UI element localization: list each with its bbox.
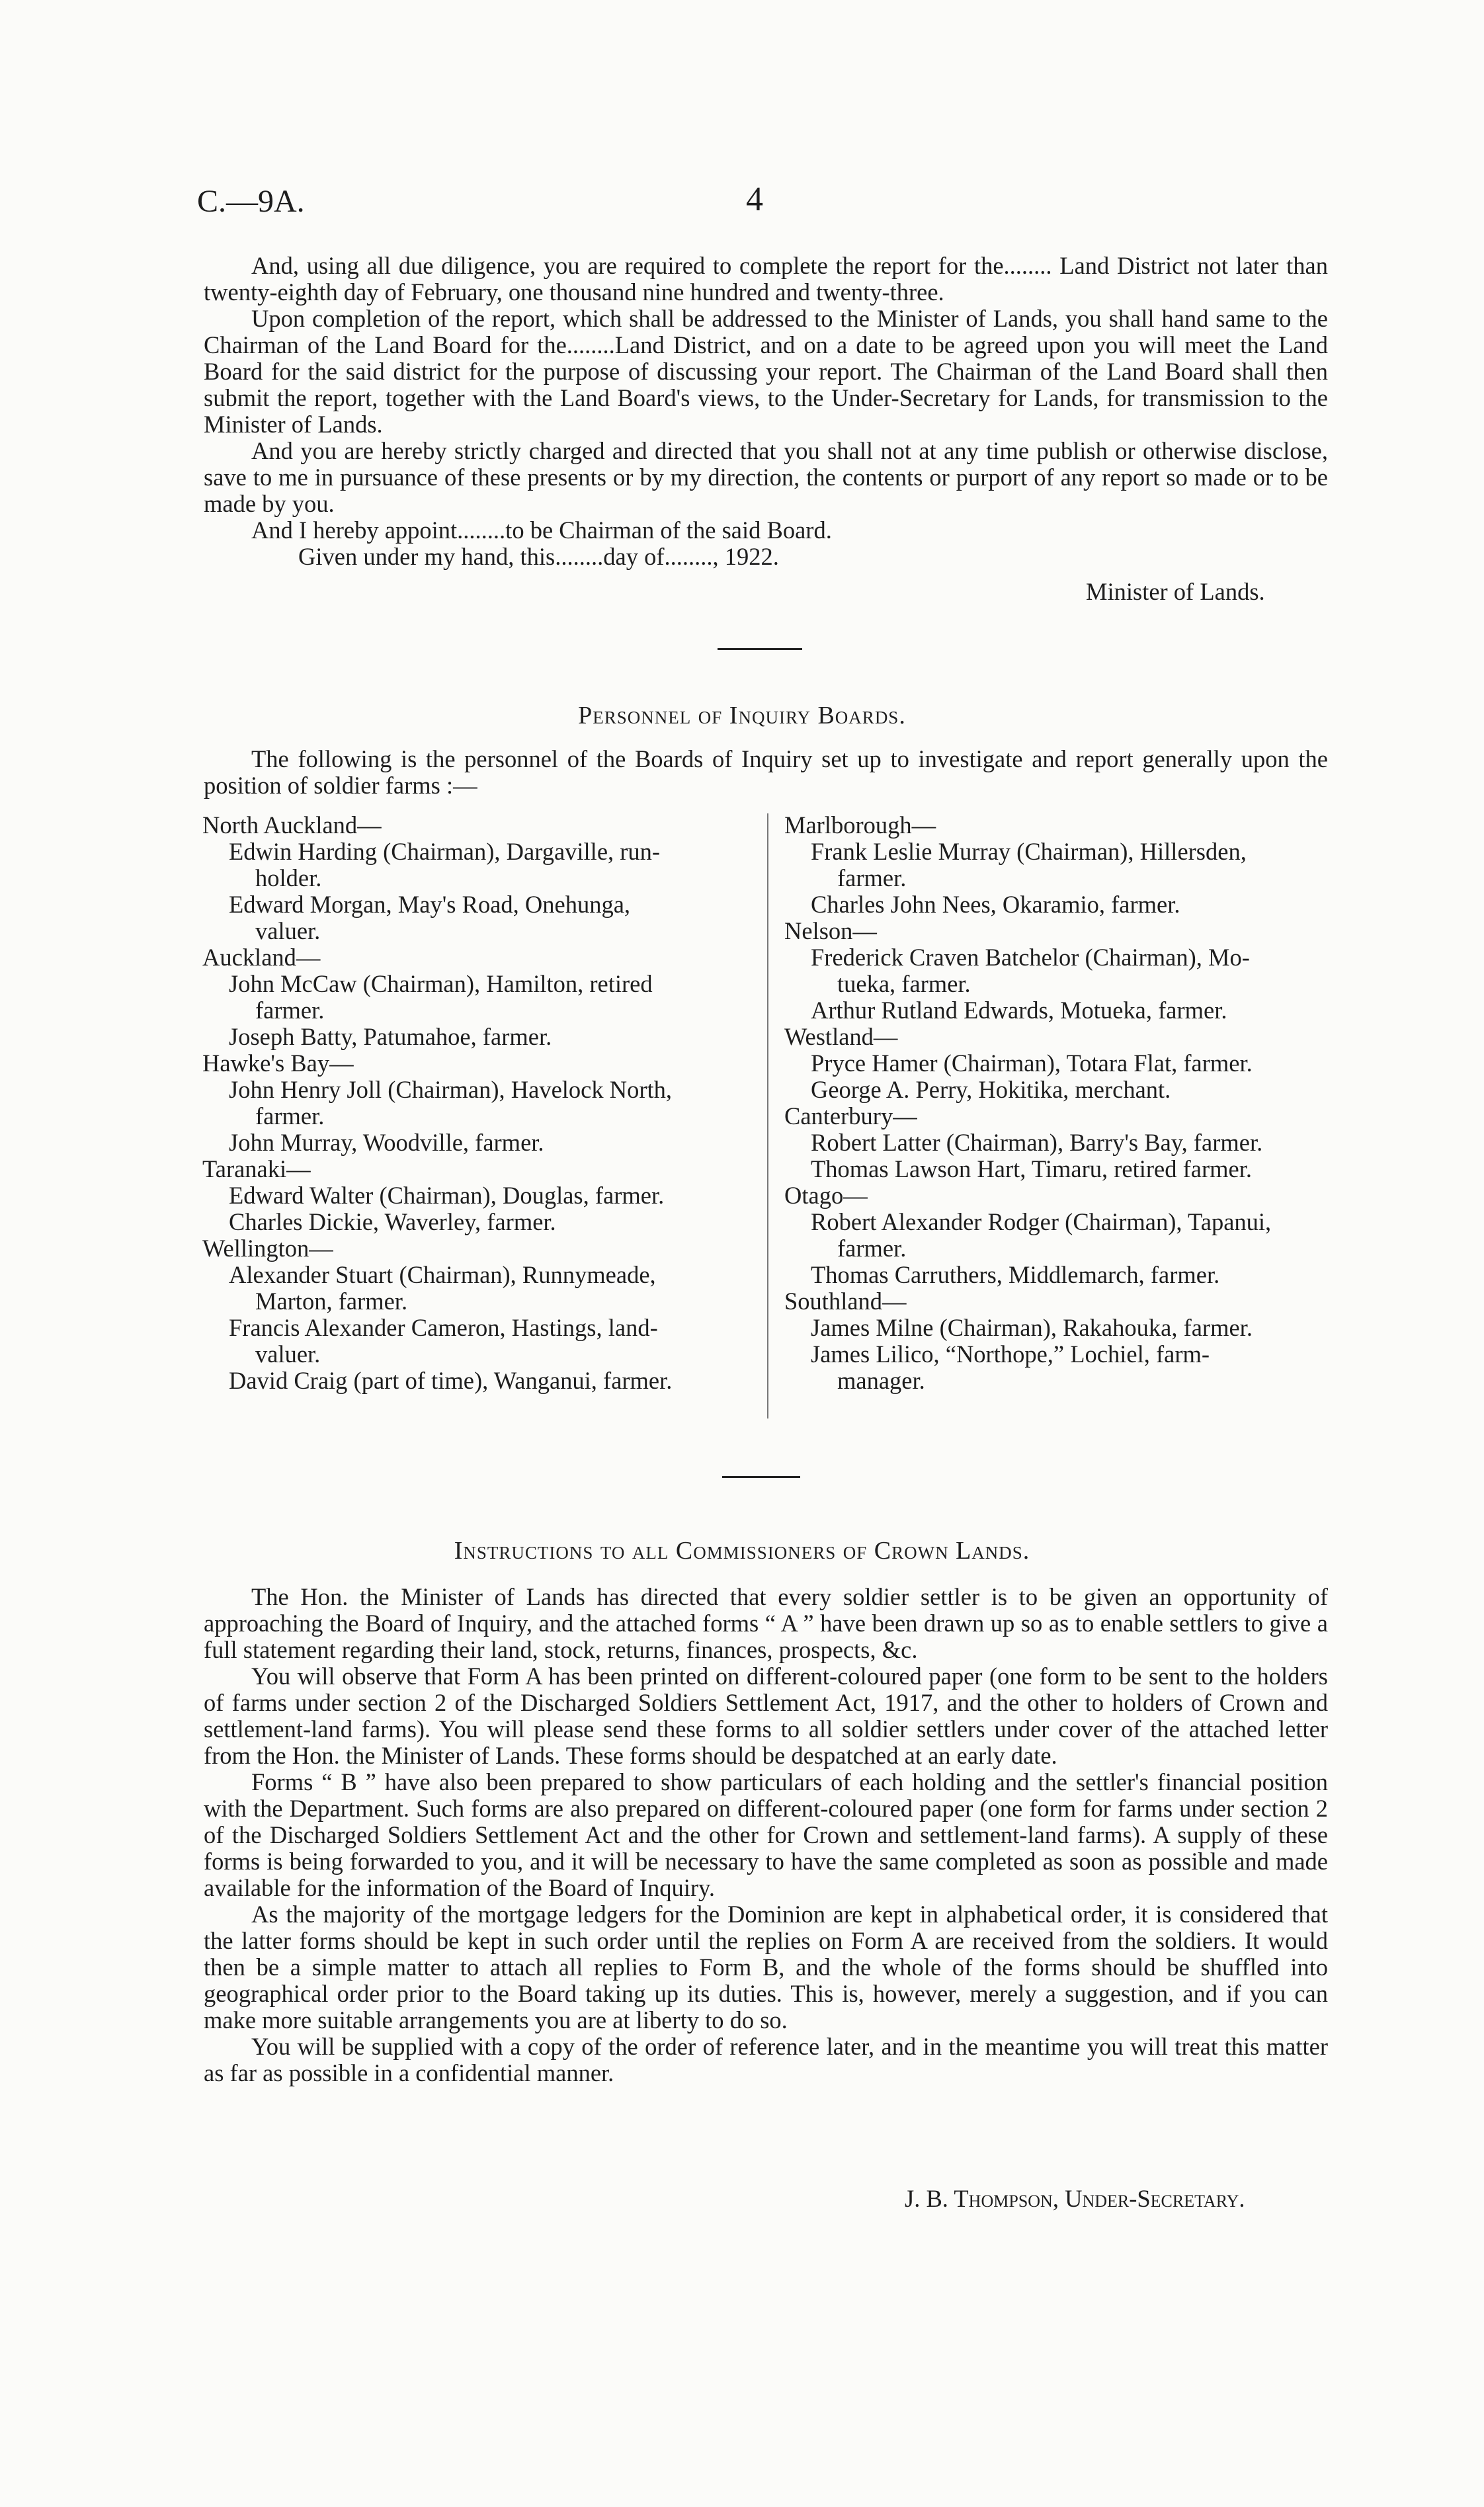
member-line-cont: valuer. (255, 917, 321, 944)
member-entry (202, 1209, 758, 1235)
region-label: Marlborough— (784, 811, 936, 839)
member-entry (202, 1262, 758, 1315)
region-label: Canterbury— (784, 1102, 917, 1130)
paragraph: Upon completion of the report, which shall be addressed to the Minister of Lands, you shall hand same to the Chairman of the Land Board for the........Land District, and on a date to be agreed upon you will meet the Land Board for the said district for the purpose of discussing your report. The Chairman of the Land Board shall then submit the report, together with the Land Board's views, to the Under-Secretary for Lands, for transmission to the Minister of Lands. (204, 305, 1328, 438)
member-line: Edwin Harding (Chairman), Dargaville, run- (229, 838, 661, 865)
member-line-cont: farmer. (255, 997, 325, 1024)
instructions-heading (0, 1536, 1484, 1565)
member-line: Edward Morgan, May's Road, Onehunga, (229, 891, 631, 918)
paragraph: Forms “ B ” have also been prepared to show particulars of each holding and the settler's financial position with the Department. Such forms are also prepared on different-coloured paper (one form for farms under section 2 of the Discharged Soldiers Settlement Act and the other for Crown and settlement-land farms). A supply of these forms is being forwarded to you, and it will be necessary to have the same completed as soon as possible and made available for the information of the Board of Inquiry. (204, 1768, 1328, 1901)
paragraph: You will observe that Form A has been printed on different-coloured paper (one form to be sent to the holders of farms under section 2 of the Discharged Soldiers Settlement Act, 1917, and the other to holders of Crown and settlement-land farms). You will please send these forms to all soldier settlers under cover of the attached letter from the Hon. the Minister of Lands. These forms should be despatched at an early date. (204, 1663, 1328, 1769)
member-entry (202, 891, 758, 944)
paragraph: And you are hereby strictly charged and directed that you shall not at any time publish or otherwise disclose, save to me in pursuance of these presents or by my direction, the contents or purport of any report so made or to be made by you. (204, 437, 1328, 517)
member-line: Joseph Batty, Patumahoe, farmer. (229, 1023, 552, 1050)
document-reference: C.—9A. (197, 184, 305, 219)
member-line-cont: Marton, farmer. (255, 1288, 408, 1315)
personnel-right-column (784, 812, 1346, 1394)
member-line: Francis Alexander Cameron, Hastings, land- (229, 1314, 658, 1341)
member-entry (784, 1315, 1346, 1341)
member-line: John Henry Joll (Chairman), Havelock North, (229, 1076, 673, 1103)
member-entry (202, 1368, 758, 1394)
member-line: John McCaw (Chairman), Hamilton, retired (229, 970, 653, 997)
under-secretary-signature: J. B. Thompson, Under-Secretary. (905, 2185, 1245, 2212)
member-line: James Milne (Chairman), Rakahouka, farmer. (811, 1314, 1253, 1341)
member-line: Thomas Carruthers, Middlemarch, farmer. (811, 1261, 1220, 1288)
member-entry (784, 944, 1346, 997)
member-line: Charles John Nees, Okaramio, farmer. (811, 891, 1180, 918)
member-line-cont: farmer. (837, 864, 907, 891)
appoint-line: And I hereby appoint........to be Chairman of the said Board. (251, 516, 832, 544)
paragraph: You will be supplied with a copy of the order of reference later, and in the meantime you will treat this matter as far as possible in a confidential manner. (204, 2033, 1328, 2086)
member-line: Arthur Rutland Edwards, Motueka, farmer. (811, 997, 1227, 1024)
region-label: Otago— (784, 1182, 868, 1209)
personnel-heading-text: Personnel of Inquiry Boards. (578, 702, 906, 729)
member-entry (784, 997, 1346, 1024)
member-entry (202, 839, 758, 891)
member-entry (202, 971, 758, 1024)
region-label: Taranaki— (202, 1155, 311, 1182)
member-entry (202, 1024, 758, 1050)
member-entry (784, 1050, 1346, 1077)
member-line: Alexander Stuart (Chairman), Runnymeade, (229, 1261, 656, 1288)
region-label: Nelson— (784, 917, 877, 944)
member-line: John Murray, Woodville, farmer. (229, 1129, 544, 1156)
page-number: 4 (746, 181, 763, 218)
personnel-heading (0, 701, 1484, 730)
column-divider (767, 813, 768, 1418)
section-rule (722, 1476, 800, 1478)
region-label: Southland— (784, 1288, 907, 1315)
member-entry (202, 1182, 758, 1209)
member-line: Edward Walter (Chairman), Douglas, farmer. (229, 1182, 665, 1209)
member-line-cont: farmer. (255, 1102, 325, 1130)
member-line: Robert Latter (Chairman), Barry's Bay, farmer. (811, 1129, 1263, 1156)
member-line: Frederick Craven Batchelor (Chairman), Mo- (811, 944, 1250, 971)
member-line: Thomas Lawson Hart, Timaru, retired farmer. (811, 1155, 1252, 1182)
minister-signature: Minister of Lands. (1086, 578, 1265, 605)
member-entry (784, 839, 1346, 891)
member-line: Frank Leslie Murray (Chairman), Hillersden, (811, 838, 1247, 865)
given-line: Given under my hand, this........day of........, 1922. (298, 543, 779, 570)
member-entry (784, 1262, 1346, 1288)
member-entry (784, 1209, 1346, 1262)
section-rule (718, 648, 802, 650)
intro-text (204, 253, 1328, 570)
member-line: George A. Perry, Hokitika, merchant. (811, 1076, 1171, 1103)
member-entry (784, 1130, 1346, 1156)
personnel-intro (204, 746, 1328, 799)
member-line-cont: valuer. (255, 1340, 321, 1368)
member-line-cont: farmer. (837, 1235, 907, 1262)
paragraph: And, using all due diligence, you are required to complete the report for the........ Land District not later than twenty-eighth day of February, one thousand nine hundred and twenty-three. (204, 252, 1328, 306)
member-line-cont: holder. (255, 864, 322, 891)
member-line: Charles Dickie, Waverley, farmer. (229, 1208, 556, 1235)
region-label: Wellington— (202, 1235, 333, 1262)
member-entry (202, 1315, 758, 1368)
member-entry (784, 1341, 1346, 1394)
member-entry (784, 1156, 1346, 1182)
instructions-text (204, 1584, 1328, 2086)
paragraph: As the majority of the mortgage ledgers for the Dominion are kept in alphabetical order, it is considered that the latter forms should be kept in such order until the replies on Form A are received from the soldiers. It would then be a simple matter to attach all replies to Form B, and the whole of the forms should be shuffled into geographical order prior to the Board taking up its duties. This is, however, merely a suggestion, and if you can make more suitable arrangements you are at liberty to do so. (204, 1901, 1328, 2034)
region-label: Westland— (784, 1023, 898, 1050)
paragraph: The Hon. the Minister of Lands has directed that every soldier settler is to be given an opportunity of approaching the Board of Inquiry, and the attached forms “ A ” have been drawn up so as to enable settlers to give a full statement regarding their land, stock, returns, finances, prospects, &c. (204, 1583, 1328, 1663)
member-line-cont: tueka, farmer. (837, 970, 971, 997)
paragraph: The following is the personnel of the Boards of Inquiry set up to investigate and report generally upon the position of soldier farms :— (204, 745, 1328, 799)
personnel-left-column (202, 812, 758, 1394)
region-label: Auckland— (202, 944, 321, 971)
member-entry (784, 1077, 1346, 1103)
instructions-heading-text: Instructions to all Commissioners of Crown Lands. (454, 1537, 1030, 1565)
member-line-cont: manager. (837, 1367, 925, 1394)
member-entry (784, 891, 1346, 918)
member-line: David Craig (part of time), Wanganui, farmer. (229, 1367, 673, 1394)
region-label: Hawke's Bay— (202, 1049, 354, 1077)
member-entry (202, 1077, 758, 1130)
member-line: Robert Alexander Rodger (Chairman), Tapanui, (811, 1208, 1272, 1235)
member-entry (202, 1130, 758, 1156)
member-line: Pryce Hamer (Chairman), Totara Flat, farmer. (811, 1049, 1253, 1077)
member-line: James Lilico, “Northope,” Lochiel, farm- (811, 1340, 1210, 1368)
region-label: North Auckland— (202, 811, 382, 839)
